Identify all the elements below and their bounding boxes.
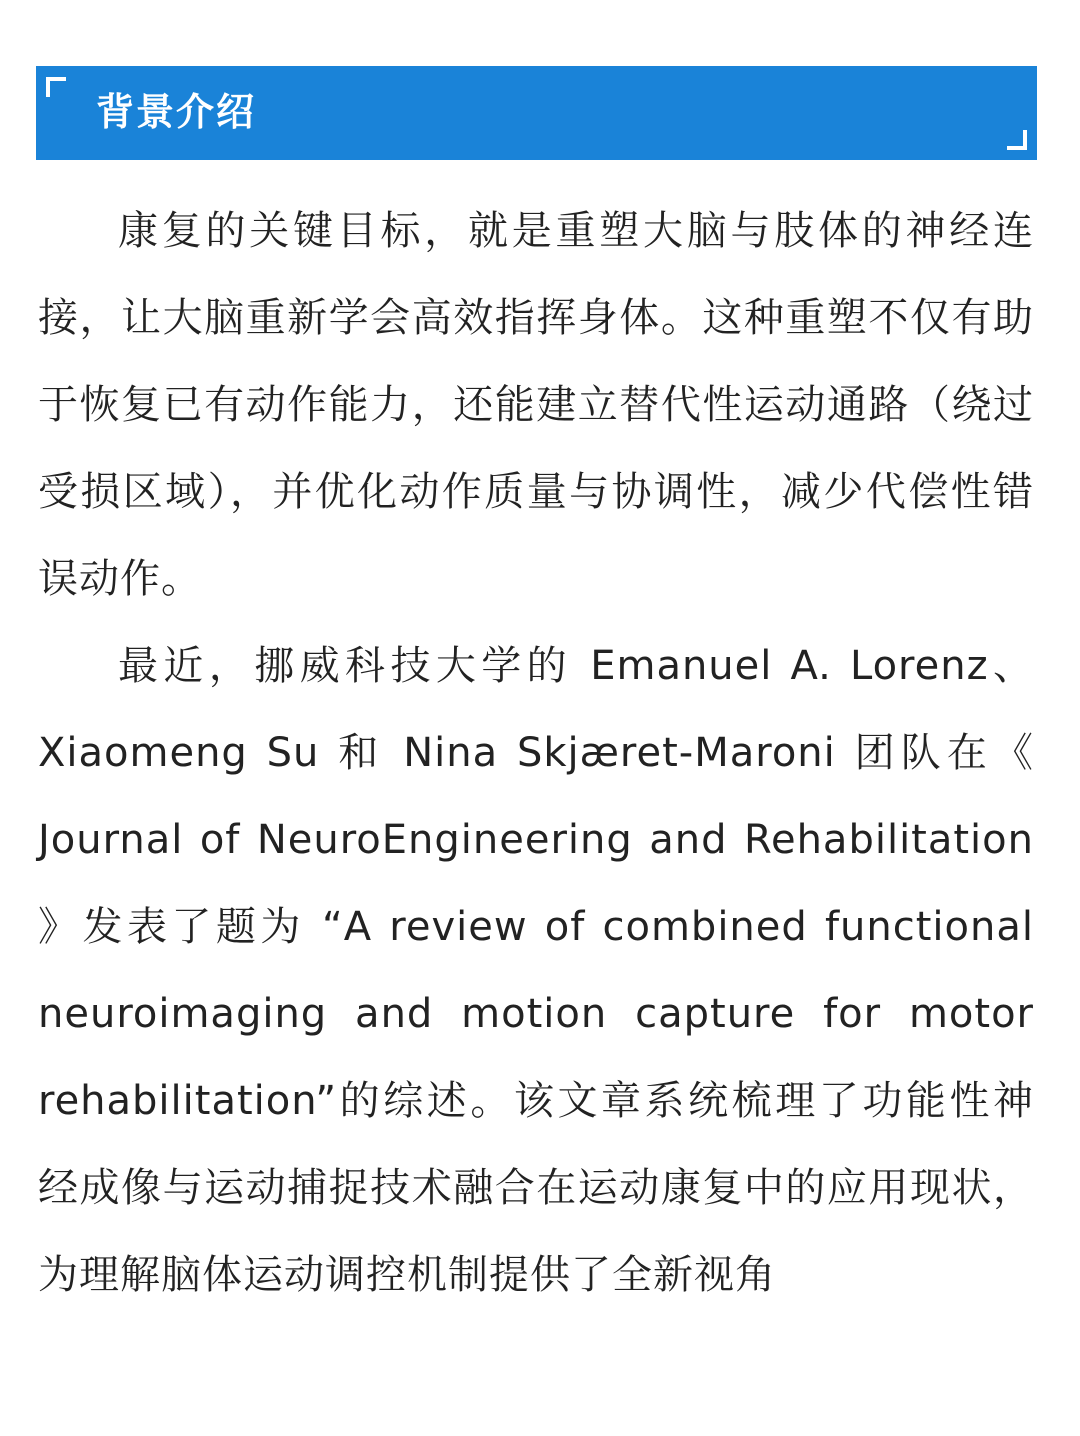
- article-body: [38, 188, 1034, 1319]
- paragraph-review-intro: 最近，挪威科技大学的 Emanuel A. Lorenz、Xiaomeng Su 和 Nina Skjæret-Maroni 团队在《 Journal of NeuroEngineering and Rehabilitation 》发表了题为 “A review of combined functional neuroimaging and motion capture for motor rehabilitation”的综述。该文章系统梳理了功能性神经成像与运动捕捉技术融合在运动康复中的应用现状，为理解脑体运动调控机制提供了全新视角: [38, 643, 1034, 1298]
- section-header-banner: [36, 66, 1037, 160]
- paragraph-rehab-goal: 康复的关键目标，就是重塑大脑与肢体的神经连接，让大脑重新学会高效指挥身体。这种重塑不仅有助于恢复已有动作能力，还能建立替代性运动通路（绕过受损区域），并优化动作质量与协调性，减少代偿性错误动作。: [38, 208, 1034, 602]
- section-title: 背景介绍: [96, 90, 257, 134]
- corner-bracket-bottom-right-icon: [1007, 130, 1027, 150]
- corner-bracket-top-left-icon: [46, 77, 66, 97]
